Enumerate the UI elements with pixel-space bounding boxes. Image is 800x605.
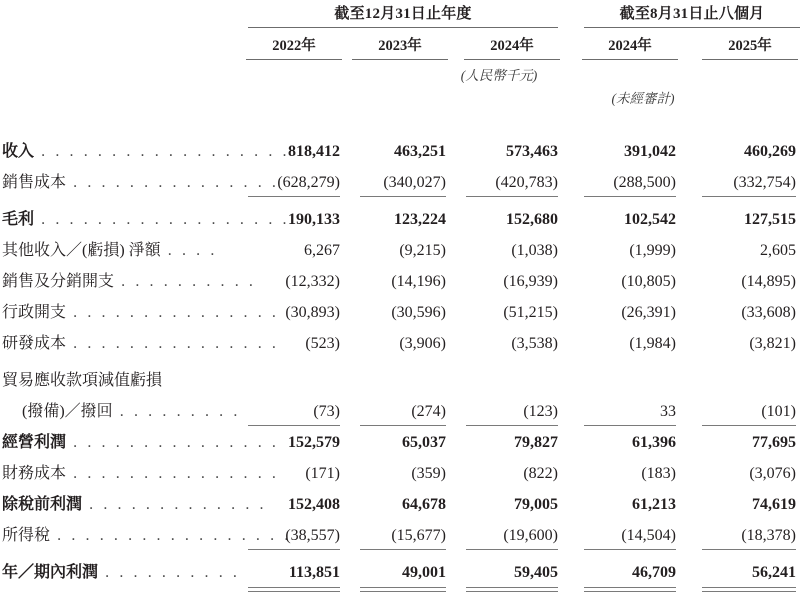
row-label-text: 除稅前利潤 <box>2 496 83 513</box>
column-header-year-5-rule <box>702 59 798 60</box>
table-cell: 573,463 <box>506 143 558 160</box>
table-cell: (16,939) <box>503 273 558 290</box>
row-label-leader-dots: . . . . . . . . . . . . . . . . . <box>50 527 292 544</box>
table-cell: 391,042 <box>624 143 676 160</box>
header-group-interim <box>584 2 800 28</box>
table-row <box>0 141 800 172</box>
table-row <box>0 302 800 333</box>
table-cell: (14,196) <box>391 273 446 290</box>
table-cell: (12,332) <box>285 273 340 290</box>
row-label-leader-dots: . . . . . . . . . . . . . . . <box>66 174 280 191</box>
column-header-year-2-label: 2023年 <box>378 38 422 54</box>
row-label-text: 行政開支 <box>2 304 67 321</box>
table-cell: 152,680 <box>506 211 558 228</box>
table-cell: (30,596) <box>391 304 446 321</box>
unaudited-note: (未經審計) <box>611 91 675 106</box>
header-group-annual-rule <box>248 27 558 28</box>
column-header-year-3-rule <box>464 59 560 60</box>
table-cell: 152,408 <box>288 496 340 513</box>
table-row <box>0 432 800 463</box>
table-cell: (274) <box>411 403 446 420</box>
table-cell: 61,213 <box>632 496 676 513</box>
row-label-text: 銷售成本 <box>2 174 67 191</box>
table-cell: (3,821) <box>749 335 796 352</box>
column-header-year-4-rule <box>582 59 678 60</box>
column-header-year-5 <box>702 34 798 60</box>
row-label-text: 收入 <box>2 143 35 160</box>
row-label-text: 財務成本 <box>2 465 67 482</box>
row-label-text: 銷售及分銷開支 <box>2 273 115 290</box>
table-row <box>0 172 800 203</box>
table-cell: 102,542 <box>624 211 676 228</box>
table-cell: 2,605 <box>760 242 796 259</box>
table-cell: (33,608) <box>741 304 796 321</box>
table-row <box>0 271 800 302</box>
table-cell: (101) <box>761 403 796 420</box>
subtotal-rule <box>702 425 796 426</box>
table-cell: (3,906) <box>399 335 446 352</box>
table-cell: 46,709 <box>632 564 676 581</box>
table-row <box>0 562 800 593</box>
table-cell: (183) <box>641 465 676 482</box>
row-label-text: (撥備)／撥回 <box>22 403 113 420</box>
table-cell: 33 <box>660 403 676 420</box>
table-cell: (1,038) <box>511 242 558 259</box>
table-cell: 59,405 <box>514 564 558 581</box>
currency-unit-note: (人民幣千元) <box>460 68 538 83</box>
table-cell: (3,076) <box>749 465 796 482</box>
row-label-text: 研發成本 <box>2 335 67 352</box>
row-label-text: 年／期內利潤 <box>2 564 99 581</box>
table-cell: 74,619 <box>752 496 796 513</box>
table-cell: 64,678 <box>402 496 446 513</box>
subtotal-rule <box>360 425 446 426</box>
total-double-rule <box>584 587 676 592</box>
row-label-leader-dots: . . . . . . . . . . <box>98 564 241 581</box>
subtotal-rule <box>248 425 340 426</box>
row-label-leader-dots: . . . . . . . . . . . . . . . <box>66 465 280 482</box>
table-cell: (14,895) <box>741 273 796 290</box>
row-label-leader-dots: . . . . . . . . . . . . . . . . . . <box>34 143 290 160</box>
table-row <box>0 401 800 432</box>
table-cell: 127,515 <box>744 211 796 228</box>
table-cell: (1,999) <box>629 242 676 259</box>
total-double-rule <box>466 587 558 592</box>
table-cell: (3,538) <box>511 335 558 352</box>
table-row <box>0 240 800 271</box>
header-group-annual <box>248 2 558 28</box>
table-row <box>0 494 800 525</box>
row-label-leader-dots: . . . . . . . . . <box>112 403 241 420</box>
row-label-text: 所得稅 <box>2 527 51 544</box>
row-label-text: 毛利 <box>2 211 35 228</box>
column-header-year-4-label: 2024年 <box>608 38 652 54</box>
column-header-year-3 <box>464 34 560 60</box>
table-cell: 152,579 <box>288 434 340 451</box>
row-label-leader-dots: . . . . . . . . . . <box>114 273 257 290</box>
table-row <box>0 333 800 364</box>
table-cell: (51,215) <box>503 304 558 321</box>
table-cell: 65,037 <box>402 434 446 451</box>
row-label-text: 其他收入／(虧損) 淨額 <box>2 242 161 259</box>
subtotal-rule <box>360 549 446 550</box>
table-cell: (523) <box>305 335 340 352</box>
table-cell: (340,027) <box>383 174 446 191</box>
subtotal-rule <box>584 549 676 550</box>
row-label-leader-dots: . . . . . . . . . . . . . . . <box>66 434 280 451</box>
table-row <box>0 525 800 556</box>
row-label <box>2 240 217 262</box>
table-cell: (1,984) <box>629 335 676 352</box>
column-header-year-1 <box>246 34 342 60</box>
table-cell: (9,215) <box>399 242 446 259</box>
subtotal-rule <box>466 549 558 550</box>
column-header-year-1-label: 2022年 <box>272 38 316 54</box>
column-header-year-2-rule <box>352 59 448 60</box>
subtotal-rule <box>466 196 558 197</box>
table-cell: 77,695 <box>752 434 796 451</box>
column-header-year-1-rule <box>246 59 342 60</box>
total-double-rule <box>702 587 796 592</box>
row-label-text: 經營利潤 <box>2 434 67 451</box>
table-cell: (15,677) <box>391 527 446 544</box>
table-cell: 79,005 <box>514 496 558 513</box>
table-row <box>0 463 800 494</box>
row-label-leader-dots: . . . . . . . . . . . . . . . . . . <box>34 211 290 228</box>
table-cell: 460,269 <box>744 143 796 160</box>
subtotal-rule <box>702 196 796 197</box>
table-cell: (420,783) <box>495 174 558 191</box>
row-label <box>2 370 162 392</box>
subtotal-rule <box>248 549 340 550</box>
table-cell: 818,412 <box>288 143 340 160</box>
column-header-year-2 <box>352 34 448 60</box>
table-cell: (288,500) <box>613 174 676 191</box>
table-cell: (19,600) <box>503 527 558 544</box>
table-row <box>0 209 800 240</box>
table-cell: 123,224 <box>394 211 446 228</box>
total-double-rule <box>248 587 340 592</box>
row-label-leader-dots: . . . . . . . . . . . . . . . <box>66 304 280 321</box>
subtotal-rule <box>466 425 558 426</box>
table-cell: 190,133 <box>288 211 340 228</box>
table-cell: (73) <box>313 403 340 420</box>
table-cell: (628,279) <box>277 174 340 191</box>
header-group-interim-rule <box>584 27 800 28</box>
row-label-text: 貿易應收款項減值虧損 <box>2 372 163 389</box>
table-cell: (332,754) <box>733 174 796 191</box>
subtotal-rule <box>584 425 676 426</box>
table-cell: 463,251 <box>394 143 446 160</box>
table-cell: (171) <box>305 465 340 482</box>
table-cell: (26,391) <box>621 304 676 321</box>
table-cell: (30,893) <box>285 304 340 321</box>
subtotal-rule <box>584 196 676 197</box>
table-cell: 56,241 <box>752 564 796 581</box>
row-label-leader-dots: . . . . <box>160 242 218 259</box>
subtotal-rule <box>360 196 446 197</box>
column-header-year-5-label: 2025年 <box>728 38 772 54</box>
table-row <box>0 370 800 401</box>
row-label-leader-dots: . . . . . . . . . . . . . <box>82 496 267 513</box>
total-double-rule <box>360 587 446 592</box>
table-cell: 61,396 <box>632 434 676 451</box>
table-cell: 79,827 <box>514 434 558 451</box>
table-cell: (359) <box>411 465 446 482</box>
table-cell: 113,851 <box>288 564 340 581</box>
table-cell: 6,267 <box>304 242 340 259</box>
column-header-year-3-label: 2024年 <box>490 38 534 54</box>
table-cell: 49,001 <box>402 564 446 581</box>
table-cell: (822) <box>523 465 558 482</box>
header-group-annual-label: 截至12月31日止年度 <box>334 6 472 22</box>
subtotal-rule <box>702 549 796 550</box>
column-header-year-4 <box>582 34 678 60</box>
subtotal-rule <box>248 196 340 197</box>
table-cell: (10,805) <box>621 273 676 290</box>
table-cell: (18,378) <box>741 527 796 544</box>
header-group-interim-label: 截至8月31日止八個月 <box>619 6 765 22</box>
table-cell: (14,504) <box>621 527 676 544</box>
table-cell: (123) <box>523 403 558 420</box>
row-label-leader-dots: . . . . . . . . . . . . . . . <box>66 335 280 352</box>
table-cell: (38,557) <box>285 527 340 544</box>
